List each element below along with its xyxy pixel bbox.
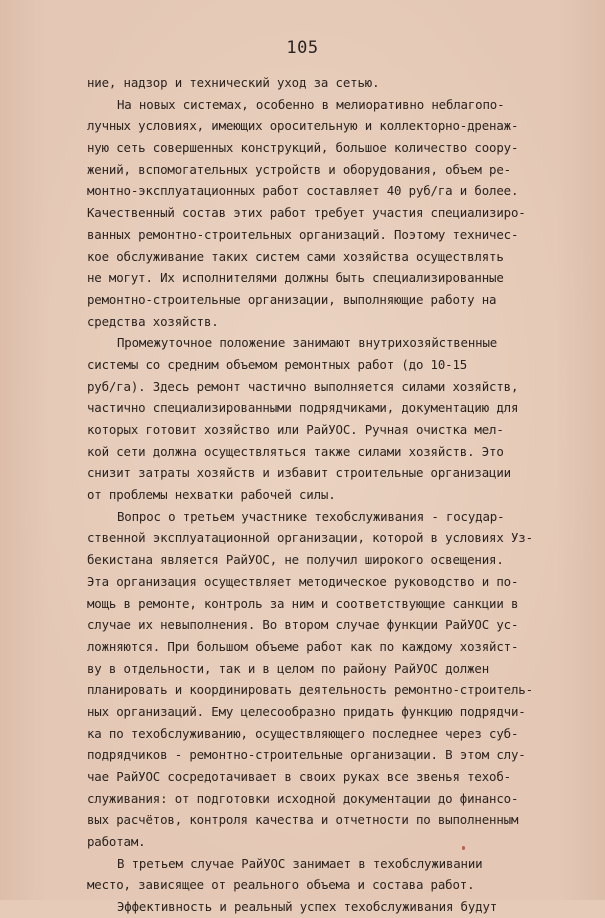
text-line: лучных условиях, имеющих оросительную и коллекторно-дренаж- xyxy=(87,118,519,134)
text-line: Качественный состав этих работ требует участия специализиро- xyxy=(87,205,526,221)
text-line: средства хозяйств. xyxy=(87,313,219,329)
text-line: Эта организация осуществляет методическое руководство и по- xyxy=(87,573,519,589)
text-line: ка по техобслуживанию, осуществляющего последнее через суб- xyxy=(87,725,519,741)
text-line: жений, вспомогательных устройств и оборудования, объем ре- xyxy=(87,161,511,177)
text-line: чае РайУОС сосредотачивает в своих руках все звенья техоб- xyxy=(87,769,511,784)
text-line: которых готовит хозяйство или РайУОС. Ручная очистка мел- xyxy=(87,422,504,437)
text-line: ную сеть совершенных конструкций, большое количество соору- xyxy=(87,140,519,156)
text-line: монтно-эксплуатационных работ составляет 40 руб/га и более. xyxy=(87,183,519,199)
text-line: ву в отдельности, так и в целом по району РайУОС должен xyxy=(87,660,490,676)
text-line: бекистана является РайУОС, не получил широкого освещения. xyxy=(87,552,504,568)
text-line: кой сети должна осуществляться также силами хозяйств. Это xyxy=(87,443,504,459)
text-line: кое обслуживание таких систем сами хозяйства осуществлять xyxy=(87,248,504,264)
text-line: Эффективность и реальный успех техобслуживания будут xyxy=(117,899,498,915)
text-line: ственной эксплуатационной организации, которой в условиях Уз- xyxy=(87,530,533,546)
body-text xyxy=(87,72,561,918)
text-line: системы со средним объемом ремонтных работ (до 10-15 xyxy=(87,356,468,372)
text-line: Промежуточное положение занимают внутрихозяйственные xyxy=(117,335,498,351)
text-line: не могут. Их исполнителями должны быть специализированные xyxy=(87,270,504,286)
text-line: На новых системах, особенно в мелиоративно неблагопо- xyxy=(117,96,505,112)
text-line: мощь в ремонте, контроль за ним и соответствующие санкции в xyxy=(87,595,519,611)
text-line: частично специализированными подрядчиками, документацию для xyxy=(87,400,519,416)
text-line: планировать и координировать деятельность ремонтно-строитель- xyxy=(87,682,533,698)
text-line: служивания: от подготовки исходной документации до финансо- xyxy=(87,790,519,806)
text-line: работам. xyxy=(87,834,146,850)
text-line: ложняются. При большом объеме работ как по каждому хозяйст- xyxy=(87,638,519,654)
text-line: В третьем случае РайУОС занимает в техобслуживании xyxy=(117,855,483,871)
text-line: Вопрос о третьем участнике техобслуживания - государ- xyxy=(117,508,505,524)
text-line: от проблемы нехватки рабочей силы. xyxy=(87,487,336,503)
text-line: подрядчиков - ремонтно-строительные организации. В этом слу- xyxy=(87,747,526,763)
ink-speck xyxy=(462,846,465,850)
page-number: 105 xyxy=(286,38,319,58)
text-line: ных организаций. Ему целесообразно придать функцию подрядчи- xyxy=(87,703,526,719)
text-line: ремонтно-строительные организации, выполняющие работу на xyxy=(87,291,497,307)
text-line: место, зависящее от реального объема и состава работ. xyxy=(87,877,475,893)
text-line: снизит затраты хозяйств и избавит строительные организации xyxy=(87,465,511,481)
text-line: случае их невыполнения. Во втором случае функции РайУОС ус- xyxy=(87,617,519,633)
text-line: руб/га). Здесь ремонт частично выполняется силами хозяйств, xyxy=(87,378,519,394)
text-line: ние, надзор и технический уход за сетью. xyxy=(87,75,380,90)
text-line: вых расчётов, контроля качества и отчетности по выполненным xyxy=(87,812,519,828)
text-line: ванных ремонтно-строительных организаций. Поэтому техничес- xyxy=(87,226,519,242)
